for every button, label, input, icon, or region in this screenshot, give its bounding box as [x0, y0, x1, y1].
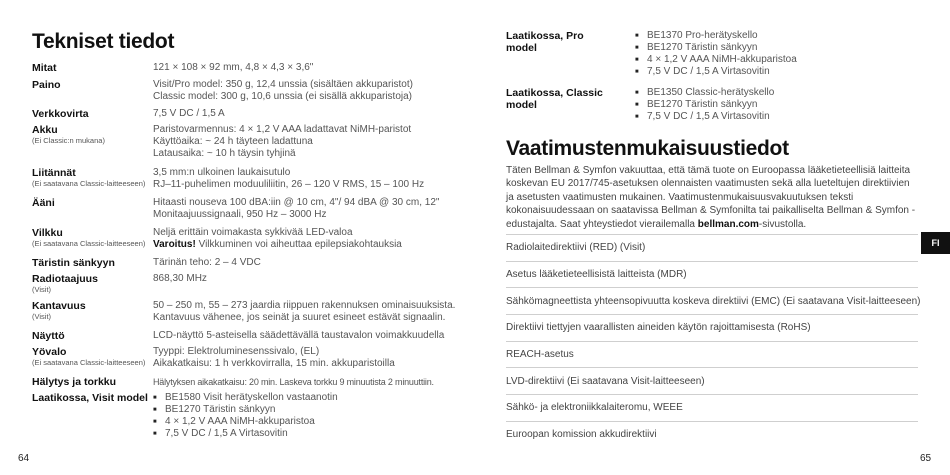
spec-label-cell — [32, 376, 152, 388]
box-bullet-list — [635, 30, 797, 78]
bullet-list — [153, 392, 463, 440]
specs-title: Tekniset tiedot — [32, 30, 175, 53]
spec-label-cell — [32, 79, 152, 91]
spec-value-line: Tyyppi: Elektroluminesenssivalo, (EL) — [153, 346, 320, 357]
spec-label: Radiotaajuus — [32, 273, 98, 285]
bullet-item: ■ BE1370 Pro-herätyskello — [635, 30, 797, 42]
spec-value — [153, 167, 463, 191]
spec-label-cell — [32, 300, 152, 322]
spec-value-line: Classic model: 300 g, 10,6 unssia (ei sisällä akkuparistoja) — [153, 91, 413, 102]
spec-value — [153, 273, 463, 285]
spec-label-cell — [32, 227, 152, 249]
bullet-item: ■ 7,5 V DC / 1,5 A Virtasovitin — [153, 428, 463, 440]
spec-value-line: Aikakatkaisu: 1 h verkkovirralla, 15 min. akkuparistoilla — [153, 358, 395, 369]
spec-label: Ääni — [32, 197, 55, 209]
bullet-item: ■ BE1350 Classic-herätyskello — [635, 87, 774, 99]
spec-label-cell — [32, 108, 152, 120]
box-bullet-list — [635, 87, 774, 123]
spec-value-line: RJ–11-puhelimen moduuliliitin, 26 – 120 V RMS, 15 – 100 Hz — [153, 179, 425, 190]
spec-value — [153, 197, 463, 221]
compliance-title: Vaatimustenmukaisuustiedot — [506, 137, 789, 160]
spec-note: (Ei saatavana Classic-laitteeseen) — [32, 239, 146, 248]
spec-label-cell — [32, 273, 152, 295]
spec-label: Yövalo — [32, 346, 67, 358]
spec-value-line: 50 – 250 m, 55 – 273 jaardia riippuen rakennuksen ominaisuuksista. — [153, 300, 456, 311]
spec-value-line: Latausaika: ~ 10 h täysin tyhjinä — [153, 148, 296, 159]
spec-value-line: Kantavuus vähenee, jos seinät ja suuret esineet estävät signaalin. — [153, 312, 446, 323]
spec-label-cell — [32, 346, 152, 368]
spec-label: Paino — [32, 79, 61, 91]
spec-note: (Ei saatavana Classic-laitteeseen) — [32, 358, 146, 367]
spec-label: Vilkku — [32, 227, 63, 239]
spec-label: Näyttö — [32, 330, 65, 342]
bullet-item: ■ BE1270 Täristin sänkyyn — [153, 404, 463, 416]
box-label: Laatikossa, Pro model — [506, 30, 584, 54]
spec-label-cell — [32, 392, 152, 404]
spec-label: Akku — [32, 124, 58, 136]
spec-label: Täristin sänkyyn — [32, 257, 115, 269]
spec-label: Mitat — [32, 62, 57, 74]
spec-value — [153, 108, 463, 120]
spec-value — [153, 376, 463, 388]
spec-label-cell — [32, 124, 152, 146]
spec-label: Kantavuus — [32, 300, 86, 312]
spec-value — [153, 257, 463, 269]
spec-value-line: Hitaasti nouseva 100 dBA:iin @ 10 cm, 4"/ 94 dBA @ 30 cm, 12" — [153, 197, 440, 208]
directive-item: Sähkömagneettista yhteensopivuutta koskeva direktiivi (EMC) (Ei saatavana Visit-laitteeseen) — [506, 287, 918, 314]
spec-value-line: 7,5 V DC / 1,5 A — [153, 108, 225, 119]
bullet-item: ■ BE1580 Visit herätyskellon vastaanotin — [153, 392, 463, 404]
spec-value-line: Paristovarmennus: 4 × 1,2 V AAA ladattavat NiMH-paristot — [153, 124, 412, 135]
bullet-item: ■ 4 × 1,2 V AAA NiMH-akkuparistoa — [635, 54, 797, 66]
page-number-right: 65 — [920, 453, 932, 464]
warning-line — [153, 239, 463, 251]
spec-value — [153, 124, 463, 160]
spec-value-line: Neljä erittäin voimakasta sykkivää LED-valoa — [153, 227, 353, 238]
spec-label: Liitännät — [32, 167, 76, 179]
spec-note: (Ei saatavana Classic-laitteeseen) — [32, 179, 146, 188]
spec-value-line: Monitaajuussignaali, 950 Hz – 3000 Hz — [153, 209, 327, 220]
spec-value — [153, 62, 463, 74]
spec-value-line: 121 × 108 × 92 mm, 4,8 × 4,3 × 3,6" — [153, 62, 314, 73]
directive-item: REACH-asetus — [506, 341, 918, 368]
directive-item: Euroopan komission akkudirektiivi — [506, 421, 918, 448]
spec-value — [153, 227, 463, 251]
spec-value-line: Tärinän teho: 2 – 4 VDC — [153, 257, 261, 268]
intro-text: Täten Bellman & Symfon vakuuttaa, että tämä tuote on Euroopassa lääketieteellisiä laitteita koskevan EU 2017/745-asetuksen olennaisten vaatimusten sekä alla lueteltujen direktiivien ja asetusten vaatimusten mukainen. Vaatimustenmukaisuusvakuutuksen teksti kokonaisuudessaan on saatavissa Bellman & Symfonilta tai paikalliselta Bellman & Symfon -edustajalta. Saat yhteystiedot vierailemalla — [506, 165, 916, 230]
right-page — [475, 0, 950, 475]
spec-value — [153, 300, 463, 324]
directive-item: Radiolaitedirektiivi (RED) (Visit) — [506, 234, 918, 261]
spec-label-cell — [32, 167, 152, 189]
warning-label: Varoitus! — [153, 239, 196, 250]
directive-list — [506, 234, 921, 448]
spec-value-line: 3,5 mm:n ulkoinen laukaisutulo — [153, 167, 291, 178]
bullet-item: ■ BE1270 Täristin sänkyyn — [635, 99, 774, 111]
bullet-item: ■ 4 × 1,2 V AAA NiMH-akkuparistoa — [153, 416, 463, 428]
website-link: bellman.com — [697, 218, 759, 230]
spec-value-line: 868,30 MHz — [153, 273, 207, 284]
spec-value — [153, 330, 463, 342]
spec-value — [153, 392, 463, 440]
spec-label-cell — [32, 330, 152, 342]
spec-value-line: Hälytyksen aikakatkaisu: 20 min. Laskeva torkku 9 minuutista 2 minuuttiin. — [153, 377, 434, 387]
spec-label-cell — [32, 197, 152, 209]
warning-text: Vilkkuminen voi aiheuttaa epilepsiakohtauksia — [195, 239, 402, 250]
bullet-item: ■ 7,5 V DC / 1,5 A Virtasovitin — [635, 66, 797, 78]
bullet-item: ■ BE1270 Täristin sänkyyn — [635, 42, 797, 54]
spec-label: Hälytys ja torkku — [32, 376, 117, 388]
spec-label-cell — [32, 257, 152, 269]
directive-item: Direktiivi tiettyjen vaarallisten aineiden käytön rajoittamisesta (RoHS) — [506, 314, 918, 341]
language-tab: FI — [921, 232, 950, 254]
directive-item: Sähkö- ja elektroniikkalaiteromu, WEEE — [506, 394, 918, 421]
box-label: Laatikossa, Classic model — [506, 87, 603, 111]
spec-note: (Visit) — [32, 312, 52, 321]
spec-note: (Visit) — [32, 285, 52, 294]
spec-value-line: LCD-näyttö 5-asteisella säädettävällä taustavalon voimakkuudella — [153, 330, 445, 341]
directive-item: Asetus lääketieteellisistä laitteista (MDR) — [506, 261, 918, 288]
spec-label: Laatikossa, Visit model — [32, 392, 148, 404]
spec-note: (Ei Classic:n mukana) — [32, 136, 105, 145]
spec-value-line: Visit/Pro model: 350 g, 12,4 unssia (sisältäen akkuparistot) — [153, 79, 413, 90]
bullet-item: ■ 7,5 V DC / 1,5 A Virtasovitin — [635, 111, 774, 123]
spec-value-line: Käyttöaika: ~ 24 h täyteen ladattuna — [153, 136, 313, 147]
compliance-intro — [506, 164, 918, 231]
spec-value — [153, 346, 463, 370]
spec-label-cell — [32, 62, 152, 74]
spec-value — [153, 79, 463, 103]
page-number-left: 64 — [18, 453, 30, 464]
directive-item: LVD-direktiivi (Ei saatavana Visit-laitteeseen) — [506, 367, 918, 394]
spec-label: Verkkovirta — [32, 108, 89, 120]
intro-end: -sivustolla. — [758, 218, 807, 230]
